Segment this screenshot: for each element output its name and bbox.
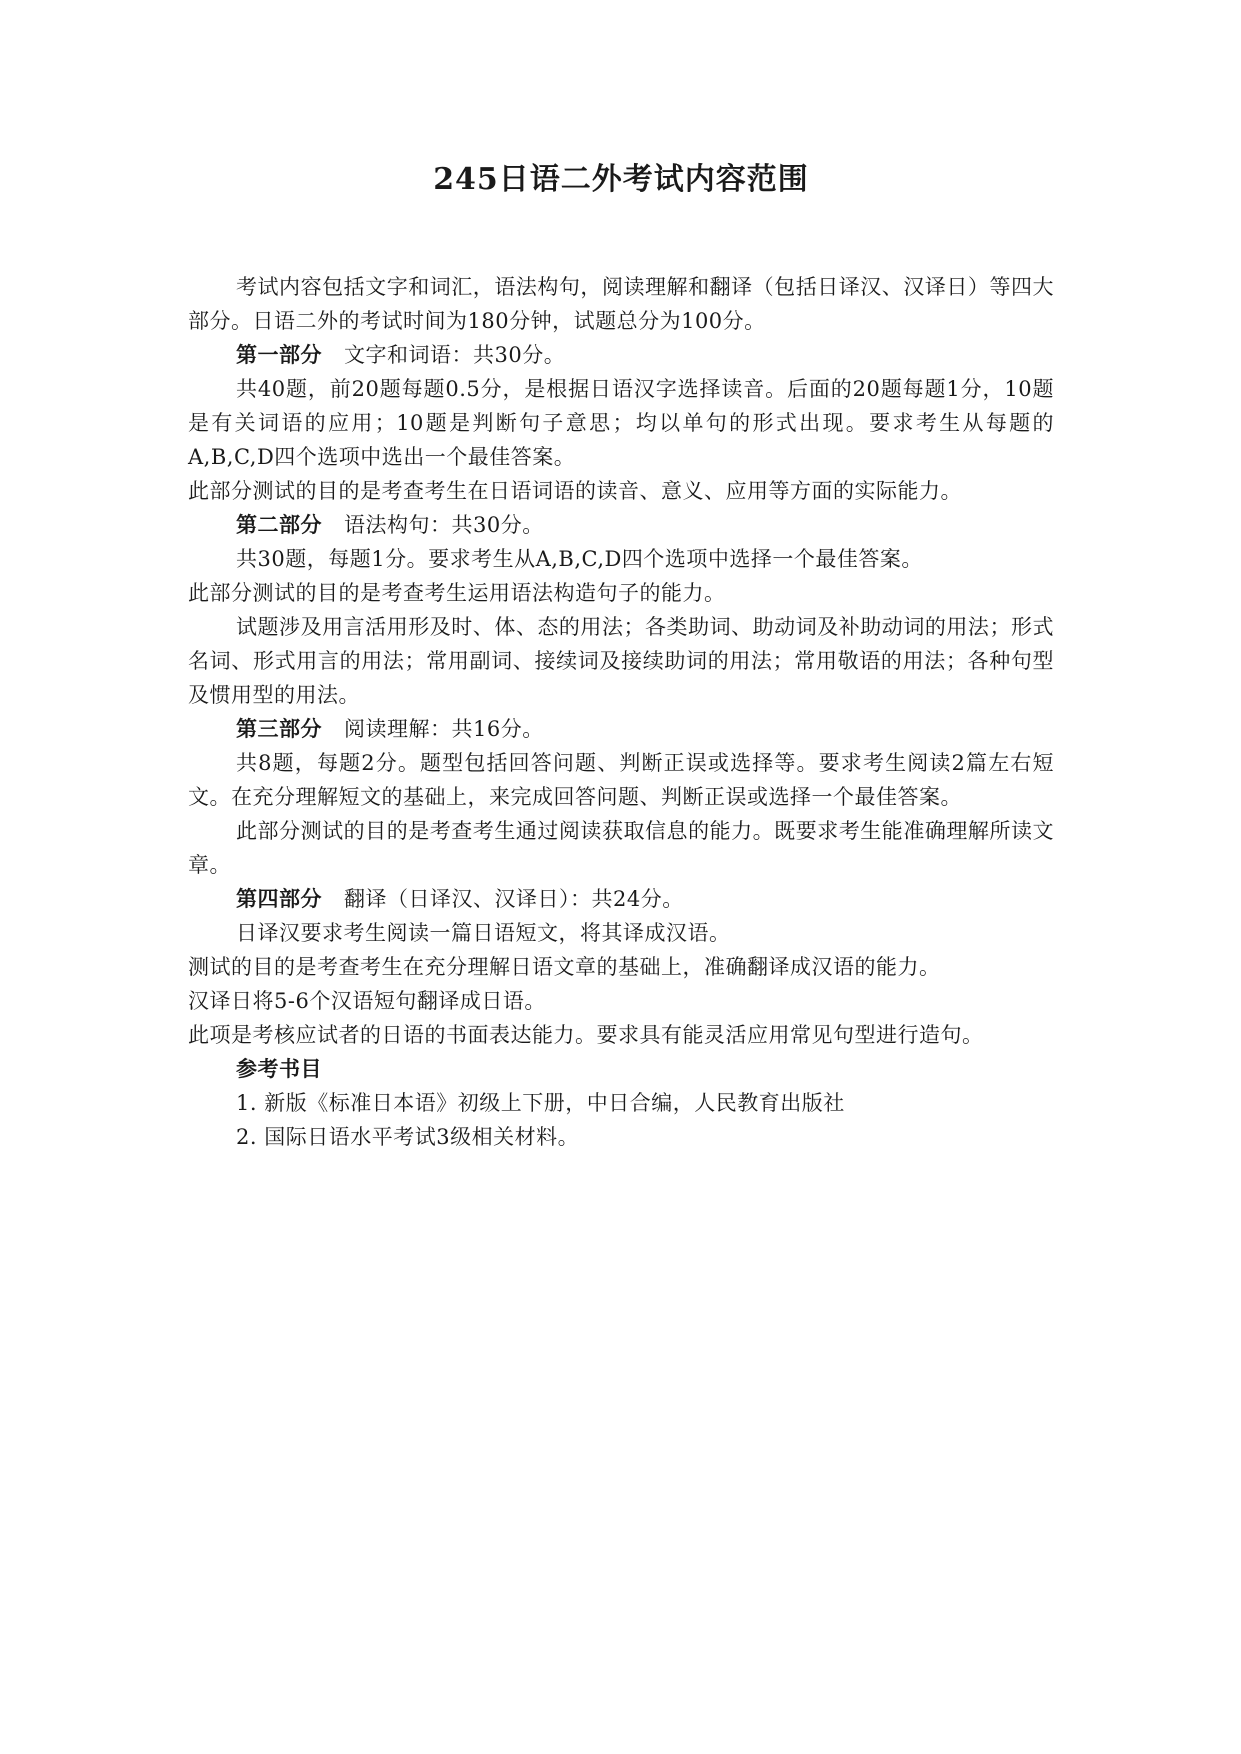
reference-item-1: 1. 新版《标准日本语》初级上下册，中日合编，人民教育出版社 [236,1091,845,1115]
part4-paragraph-3: 汉译日将5-6个汉语短句翻译成日语。 [188,989,546,1013]
part2-paragraph-2: 此部分测试的目的是考查考生运用语法构造句子的能力。 [188,581,726,605]
part2-paragraph-1: 共30题，每题1分。要求考生从A,B,C,D四个选项中选择一个最佳答案。 [236,547,923,571]
part2-heading-text: 语法构句：共30分。 [344,513,544,537]
part3-paragraph-2: 此部分测试的目的是考查考生通过阅读获取信息的能力。既要求考生能准确理解所读文章。 [188,819,1054,877]
part2-heading [188,508,1054,542]
reference-item-2: 2. 国际日语水平考试3级相关材料。 [236,1125,580,1149]
part3-label: 第三部分 [236,716,322,741]
part3-heading-text: 阅读理解：共16分。 [344,717,544,741]
part1-label: 第一部分 [236,342,322,367]
part4-heading [188,882,1054,916]
part4-paragraph-2: 测试的目的是考查考生在充分理解日语文章的基础上，准确翻译成汉语的能力。 [188,955,941,979]
part2-paragraph-3: 试题涉及用言活用形及时、体、态的用法；各类助词、助动词及补助动词的用法；形式名词、形式用言的用法；常用副词、接续词及接续助词的用法；常用敬语的用法；各种句型及惯用型的用法。 [188,615,1054,707]
part4-label: 第四部分 [236,886,322,911]
document-title: 245日语二外考试内容范围 [433,162,809,197]
part4-heading-text: 翻译（日译汉、汉译日）：共24分。 [344,887,684,911]
part3-paragraph-1: 共8题，每题2分。题型包括回答问题、判断正误或选择等。要求考生阅读2篇左右短文。在充分理解短文的基础上，来完成回答问题、判断正误或选择一个最佳答案。 [188,751,1054,809]
part1-heading [188,338,1054,372]
part4-paragraph-1: 日译汉要求考生阅读一篇日语短文，将其译成汉语。 [236,921,731,945]
references-title: 参考书目 [236,1056,322,1081]
document-page [188,160,1054,1154]
intro-paragraph: 考试内容包括文字和词汇，语法构句，阅读理解和翻译（包括日译汉、汉译日）等四大部分。日语二外的考试时间为180分钟，试题总分为100分。 [188,275,1054,333]
part1-heading-text: 文字和词语：共30分。 [344,343,566,367]
part1-paragraph-1: 共40题，前20题每题0.5分，是根据日语汉字选择读音。后面的20题每题1分，10题是有关词语的应用；10题是判断句子意思；均以单句的形式出现。要求考生从每题的A,B,C,D四个选项中选出一个最佳答案。 [188,377,1054,469]
part2-label: 第二部分 [236,512,322,537]
part1-paragraph-2: 此部分测试的目的是考查考生在日语词语的读音、意义、应用等方面的实际能力。 [188,479,962,503]
part3-heading [188,712,1054,746]
part4-paragraph-4: 此项是考核应试者的日语的书面表达能力。要求具有能灵活应用常见句型进行造句。 [188,1023,984,1047]
